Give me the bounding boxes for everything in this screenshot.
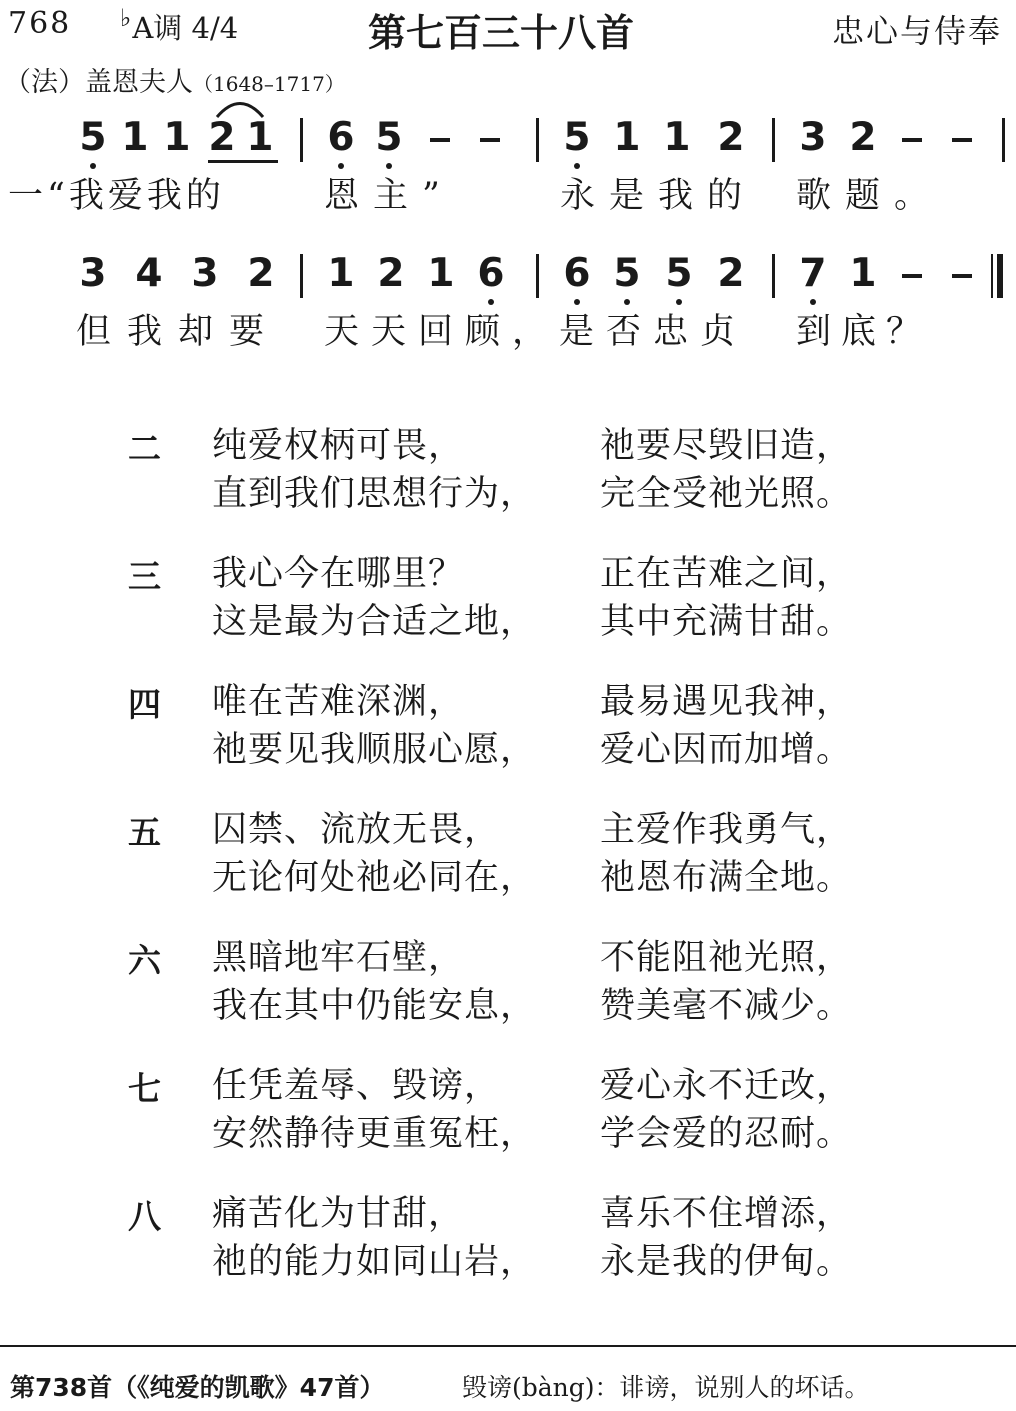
bar-line bbox=[1002, 118, 1005, 162]
dash bbox=[902, 274, 922, 278]
verse-number: 四 bbox=[128, 685, 161, 724]
note: 5 bbox=[372, 118, 406, 158]
verse-line: 赞美毫不减少。 bbox=[600, 986, 853, 1026]
slur bbox=[214, 96, 266, 120]
verse-line: 我在其中仍能安息， bbox=[212, 986, 537, 1026]
verse-line: 祂要尽毁旧造， bbox=[600, 426, 853, 466]
note: 1 bbox=[163, 115, 191, 160]
note: 2 bbox=[717, 115, 745, 160]
verse-line: 不能阻祂光照， bbox=[600, 938, 853, 978]
verse-line: 直到我们思想行为， bbox=[212, 474, 537, 514]
note: 6 bbox=[324, 118, 358, 158]
verse-line: 这是最为合适之地， bbox=[212, 602, 537, 642]
verse-line: 完全受祂光照。 bbox=[600, 474, 853, 514]
flat-sign: ♭ bbox=[120, 4, 132, 32]
note: 1 bbox=[849, 251, 877, 296]
lyric-segment: 恩主” bbox=[324, 176, 454, 216]
note: 1 bbox=[663, 115, 691, 160]
note: 5 bbox=[662, 254, 696, 294]
verse-line: 唯在苦难深渊， bbox=[212, 682, 465, 722]
bar-line bbox=[536, 254, 539, 298]
page-number: 768 bbox=[8, 6, 72, 41]
dash bbox=[480, 138, 500, 142]
bar-line bbox=[300, 118, 303, 162]
lyric-segment: 天天回顾，是否忠贞 bbox=[324, 312, 748, 352]
verse-line: 其中充满甘甜。 bbox=[600, 602, 853, 642]
note: 1 bbox=[327, 251, 355, 296]
verse-number: 七 bbox=[128, 1069, 161, 1108]
verse-line: 主爱作我勇气， bbox=[600, 810, 853, 850]
dash bbox=[902, 138, 922, 142]
verse-line: 黑暗地牢石壁， bbox=[212, 938, 465, 978]
dash bbox=[430, 138, 450, 142]
lyric-segment: 一“我爱我的 bbox=[8, 176, 225, 216]
verse-line: 祂的能力如同山岩， bbox=[212, 1242, 537, 1282]
dash bbox=[952, 274, 972, 278]
note: 2 bbox=[849, 115, 877, 160]
note: 6 bbox=[560, 254, 594, 294]
note: 5 bbox=[560, 118, 594, 158]
note: 2 bbox=[377, 251, 405, 296]
verse-number: 六 bbox=[128, 941, 161, 980]
verse-line: 祂恩布满全地。 bbox=[600, 858, 853, 898]
bar-line bbox=[300, 254, 303, 298]
note: 2 bbox=[717, 251, 745, 296]
verse-line: 祂要见我顺服心愿， bbox=[212, 730, 537, 770]
note: 7 bbox=[796, 254, 830, 294]
verse-line: 安然静待更重冤枉， bbox=[212, 1114, 537, 1154]
note: 1 bbox=[427, 251, 455, 296]
hymn-title: 第七百三十八首 bbox=[368, 11, 635, 55]
verse-line: 我心今在哪里？ bbox=[212, 554, 465, 594]
final-bar-thin bbox=[991, 254, 993, 298]
author-name: （法）盖恩夫人 bbox=[4, 67, 193, 98]
footer-divider bbox=[0, 1345, 1016, 1347]
key-text: A调 4/4 bbox=[132, 11, 239, 45]
verse-line: 正在苦难之间， bbox=[600, 554, 853, 594]
hymn-category: 忠心与侍奉 bbox=[831, 12, 1002, 50]
note: 3 bbox=[799, 115, 827, 160]
lyric-segment: 到底？ bbox=[796, 312, 932, 352]
author bbox=[4, 60, 345, 99]
eighth-beam bbox=[208, 160, 278, 163]
verse-number: 五 bbox=[128, 813, 161, 852]
verse-line: 喜乐不住增添， bbox=[600, 1194, 853, 1234]
note: 6 bbox=[474, 254, 508, 294]
bar-line bbox=[772, 118, 775, 162]
note: 4 bbox=[135, 251, 163, 296]
lyric-segment: 但我却要 bbox=[76, 312, 281, 352]
dash bbox=[952, 138, 972, 142]
verse-line: 无论何处祂必同在， bbox=[212, 858, 537, 898]
verse-line: 永是我的伊甸。 bbox=[600, 1242, 853, 1282]
verse-line: 痛苦化为甘甜， bbox=[212, 1194, 465, 1234]
note: 3 bbox=[191, 251, 219, 296]
verse-line: 最易遇见我神， bbox=[600, 682, 853, 722]
note: 1 bbox=[121, 115, 149, 160]
verse-line: 纯爱权柄可畏， bbox=[212, 426, 465, 466]
bar-line bbox=[772, 254, 775, 298]
verse-number: 二 bbox=[128, 429, 161, 468]
lyric-segment: 永是我的 bbox=[560, 176, 757, 216]
note: 1 bbox=[246, 115, 274, 160]
lyric-segment: 歌题。 bbox=[796, 176, 944, 216]
verse-number: 三 bbox=[128, 557, 161, 596]
note: 3 bbox=[79, 251, 107, 296]
verse-line: 任凭羞辱、毁谤， bbox=[212, 1066, 501, 1106]
verse-line: 爱心永不迁改， bbox=[600, 1066, 853, 1106]
footer-note: 毁谤(bàng)：诽谤，说别人的坏话。 bbox=[462, 1373, 870, 1402]
note: 1 bbox=[613, 115, 641, 160]
final-bar-thick bbox=[997, 254, 1003, 298]
note: 5 bbox=[76, 118, 110, 158]
verse-line: 爱心因而加增。 bbox=[600, 730, 853, 770]
footer-reference: 第738首（《纯爱的凯歌》47首） bbox=[10, 1373, 385, 1402]
bar-line bbox=[536, 118, 539, 162]
note: 5 bbox=[610, 254, 644, 294]
key-signature bbox=[120, 6, 238, 47]
note: 2 bbox=[208, 115, 236, 160]
author-years: （1648–1717） bbox=[193, 72, 345, 96]
note: 2 bbox=[247, 251, 275, 296]
verse-line: 学会爱的忍耐。 bbox=[600, 1114, 853, 1154]
verse-number: 八 bbox=[128, 1197, 161, 1236]
verse-line: 囚禁、流放无畏， bbox=[212, 810, 501, 850]
